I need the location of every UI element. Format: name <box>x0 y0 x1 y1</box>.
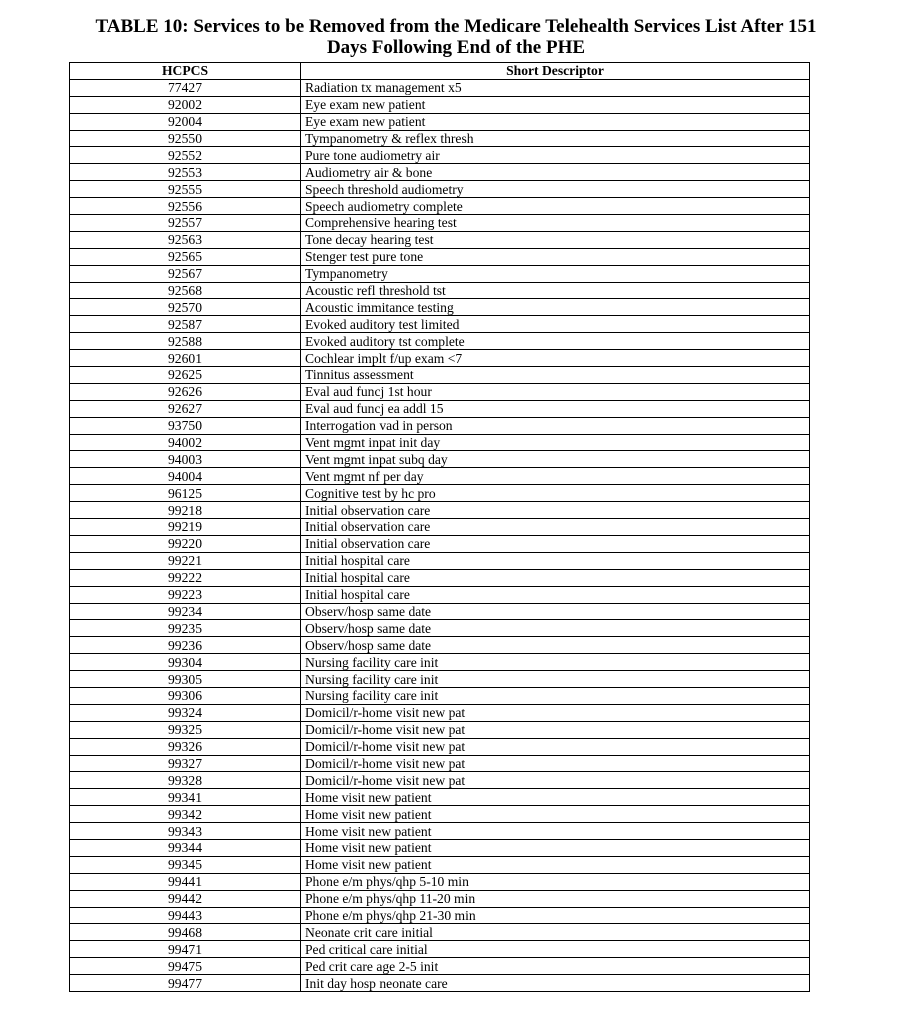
hcpcs-code-cell: 92601 <box>70 350 301 367</box>
table-row <box>70 755 810 772</box>
table-row <box>70 704 810 721</box>
table-row <box>70 282 810 299</box>
short-descriptor-cell: Eval aud funcj ea addl 15 <box>301 400 810 417</box>
short-descriptor-cell: Eye exam new patient <box>301 96 810 113</box>
short-descriptor-cell: Domicil/r-home visit new pat <box>301 738 810 755</box>
short-descriptor-cell: Vent mgmt inpat subq day <box>301 451 810 468</box>
short-descriptor-cell: Neonate crit care initial <box>301 924 810 941</box>
short-descriptor-cell: Eval aud funcj 1st hour <box>301 383 810 400</box>
short-descriptor-cell: Vent mgmt inpat init day <box>301 434 810 451</box>
hcpcs-code-cell: 99328 <box>70 772 301 789</box>
short-descriptor-cell: Initial hospital care <box>301 586 810 603</box>
short-descriptor-cell: Initial hospital care <box>301 569 810 586</box>
table-row <box>70 198 810 215</box>
column-header-hcpcs: HCPCS <box>70 63 301 80</box>
hcpcs-code-cell: 99443 <box>70 907 301 924</box>
hcpcs-code-cell: 96125 <box>70 485 301 502</box>
hcpcs-code-cell: 99223 <box>70 586 301 603</box>
short-descriptor-cell: Comprehensive hearing test <box>301 215 810 232</box>
table-row <box>70 451 810 468</box>
table-row <box>70 164 810 181</box>
table-row <box>70 434 810 451</box>
hcpcs-code-cell: 92567 <box>70 265 301 282</box>
hcpcs-code-cell: 99305 <box>70 671 301 688</box>
short-descriptor-cell: Tympanometry & reflex thresh <box>301 130 810 147</box>
hcpcs-code-cell: 77427 <box>70 79 301 96</box>
hcpcs-code-cell: 99304 <box>70 654 301 671</box>
short-descriptor-cell: Stenger test pure tone <box>301 248 810 265</box>
short-descriptor-cell: Home visit new patient <box>301 823 810 840</box>
hcpcs-code-cell: 92002 <box>70 96 301 113</box>
table-row <box>70 113 810 130</box>
hcpcs-code-cell: 99345 <box>70 856 301 873</box>
table-row <box>70 738 810 755</box>
table-row <box>70 96 810 113</box>
header-row <box>70 63 810 80</box>
table-row <box>70 586 810 603</box>
table-row <box>70 417 810 434</box>
hcpcs-code-cell: 99324 <box>70 704 301 721</box>
table-row <box>70 958 810 975</box>
table-row <box>70 856 810 873</box>
short-descriptor-cell: Cognitive test by hc pro <box>301 485 810 502</box>
table-row <box>70 231 810 248</box>
short-descriptor-cell: Phone e/m phys/qhp 11-20 min <box>301 890 810 907</box>
short-descriptor-cell: Speech audiometry complete <box>301 198 810 215</box>
short-descriptor-cell: Radiation tx management x5 <box>301 79 810 96</box>
table-row <box>70 873 810 890</box>
table-row <box>70 400 810 417</box>
hcpcs-code-cell: 92556 <box>70 198 301 215</box>
short-descriptor-cell: Observ/hosp same date <box>301 637 810 654</box>
hcpcs-code-cell: 94002 <box>70 434 301 451</box>
services-table <box>69 62 810 992</box>
hcpcs-code-cell: 99325 <box>70 721 301 738</box>
short-descriptor-cell: Home visit new patient <box>301 839 810 856</box>
short-descriptor-cell: Acoustic immitance testing <box>301 299 810 316</box>
table-row <box>70 603 810 620</box>
short-descriptor-cell: Acoustic refl threshold tst <box>301 282 810 299</box>
table-row <box>70 248 810 265</box>
table-row <box>70 671 810 688</box>
table-row <box>70 502 810 519</box>
table-row <box>70 383 810 400</box>
short-descriptor-cell: Cochlear implt f/up exam <7 <box>301 350 810 367</box>
hcpcs-code-cell: 99341 <box>70 789 301 806</box>
hcpcs-code-cell: 92563 <box>70 231 301 248</box>
table-title-line-2: Days Following End of the PHE <box>326 37 586 58</box>
hcpcs-code-cell: 99220 <box>70 535 301 552</box>
hcpcs-code-cell: 99306 <box>70 687 301 704</box>
table-title-line-1: TABLE 10: Services to be Removed from the Medicare Telehealth Services List After 151 <box>95 16 817 37</box>
table-row <box>70 839 810 856</box>
short-descriptor-cell: Home visit new patient <box>301 806 810 823</box>
hcpcs-code-cell: 99235 <box>70 620 301 637</box>
hcpcs-code-cell: 99221 <box>70 552 301 569</box>
table-row <box>70 721 810 738</box>
hcpcs-code-cell: 92625 <box>70 367 301 384</box>
short-descriptor-cell: Ped critical care initial <box>301 941 810 958</box>
table-row <box>70 823 810 840</box>
table-row <box>70 687 810 704</box>
short-descriptor-cell: Evoked auditory test limited <box>301 316 810 333</box>
table-title <box>0 16 912 58</box>
short-descriptor-cell: Domicil/r-home visit new pat <box>301 755 810 772</box>
hcpcs-code-cell: 99218 <box>70 502 301 519</box>
short-descriptor-cell: Pure tone audiometry air <box>301 147 810 164</box>
hcpcs-code-cell: 93750 <box>70 417 301 434</box>
hcpcs-code-cell: 99234 <box>70 603 301 620</box>
short-descriptor-cell: Initial observation care <box>301 535 810 552</box>
hcpcs-code-cell: 92568 <box>70 282 301 299</box>
table-row <box>70 637 810 654</box>
short-descriptor-cell: Domicil/r-home visit new pat <box>301 772 810 789</box>
short-descriptor-cell: Domicil/r-home visit new pat <box>301 704 810 721</box>
table-row <box>70 772 810 789</box>
table-row <box>70 316 810 333</box>
short-descriptor-cell: Observ/hosp same date <box>301 603 810 620</box>
hcpcs-code-cell: 92588 <box>70 333 301 350</box>
short-descriptor-cell: Init day hosp neonate care <box>301 975 810 992</box>
hcpcs-code-cell: 99342 <box>70 806 301 823</box>
hcpcs-code-cell: 92004 <box>70 113 301 130</box>
hcpcs-code-cell: 94003 <box>70 451 301 468</box>
table-row <box>70 569 810 586</box>
short-descriptor-cell: Tone decay hearing test <box>301 231 810 248</box>
hcpcs-code-cell: 99477 <box>70 975 301 992</box>
hcpcs-code-cell: 92550 <box>70 130 301 147</box>
table-row <box>70 789 810 806</box>
hcpcs-code-cell: 94004 <box>70 468 301 485</box>
hcpcs-code-cell: 99222 <box>70 569 301 586</box>
hcpcs-code-cell: 99344 <box>70 839 301 856</box>
table-row <box>70 890 810 907</box>
table-row <box>70 130 810 147</box>
hcpcs-code-cell: 99441 <box>70 873 301 890</box>
table-row <box>70 367 810 384</box>
short-descriptor-cell: Initial observation care <box>301 502 810 519</box>
table-row <box>70 181 810 198</box>
short-descriptor-cell: Nursing facility care init <box>301 654 810 671</box>
short-descriptor-cell: Phone e/m phys/qhp 5-10 min <box>301 873 810 890</box>
short-descriptor-cell: Observ/hosp same date <box>301 620 810 637</box>
short-descriptor-cell: Vent mgmt nf per day <box>301 468 810 485</box>
short-descriptor-cell: Eye exam new patient <box>301 113 810 130</box>
short-descriptor-cell: Audiometry air & bone <box>301 164 810 181</box>
hcpcs-code-cell: 99343 <box>70 823 301 840</box>
hcpcs-code-cell: 92627 <box>70 400 301 417</box>
table-row <box>70 806 810 823</box>
table-row <box>70 265 810 282</box>
table-row <box>70 552 810 569</box>
short-descriptor-cell: Initial observation care <box>301 519 810 536</box>
table-row <box>70 924 810 941</box>
table-row <box>70 907 810 924</box>
short-descriptor-cell: Nursing facility care init <box>301 671 810 688</box>
table-row <box>70 215 810 232</box>
short-descriptor-cell: Home visit new patient <box>301 856 810 873</box>
column-header-short-descriptor: Short Descriptor <box>301 63 810 80</box>
hcpcs-code-cell: 92587 <box>70 316 301 333</box>
short-descriptor-cell: Initial hospital care <box>301 552 810 569</box>
hcpcs-code-cell: 92553 <box>70 164 301 181</box>
table-row <box>70 299 810 316</box>
hcpcs-code-cell: 92570 <box>70 299 301 316</box>
hcpcs-code-cell: 92557 <box>70 215 301 232</box>
hcpcs-code-cell: 92565 <box>70 248 301 265</box>
table-body <box>70 79 810 991</box>
short-descriptor-cell: Domicil/r-home visit new pat <box>301 721 810 738</box>
short-descriptor-cell: Evoked auditory tst complete <box>301 333 810 350</box>
table-row <box>70 468 810 485</box>
short-descriptor-cell: Nursing facility care init <box>301 687 810 704</box>
table-row <box>70 485 810 502</box>
hcpcs-code-cell: 92626 <box>70 383 301 400</box>
short-descriptor-cell: Ped crit care age 2-5 init <box>301 958 810 975</box>
hcpcs-code-cell: 92552 <box>70 147 301 164</box>
hcpcs-code-cell: 99471 <box>70 941 301 958</box>
short-descriptor-cell: Tinnitus assessment <box>301 367 810 384</box>
table-row <box>70 535 810 552</box>
hcpcs-code-cell: 99442 <box>70 890 301 907</box>
table-row <box>70 519 810 536</box>
table-row <box>70 147 810 164</box>
table-row <box>70 941 810 958</box>
hcpcs-code-cell: 92555 <box>70 181 301 198</box>
table-row <box>70 620 810 637</box>
short-descriptor-cell: Home visit new patient <box>301 789 810 806</box>
hcpcs-code-cell: 99236 <box>70 637 301 654</box>
short-descriptor-cell: Speech threshold audiometry <box>301 181 810 198</box>
short-descriptor-cell: Phone e/m phys/qhp 21-30 min <box>301 907 810 924</box>
table-row <box>70 975 810 992</box>
hcpcs-code-cell: 99327 <box>70 755 301 772</box>
hcpcs-code-cell: 99468 <box>70 924 301 941</box>
short-descriptor-cell: Interrogation vad in person <box>301 417 810 434</box>
hcpcs-code-cell: 99326 <box>70 738 301 755</box>
table-row <box>70 79 810 96</box>
table-row <box>70 654 810 671</box>
hcpcs-code-cell: 99219 <box>70 519 301 536</box>
table-row <box>70 333 810 350</box>
short-descriptor-cell: Tympanometry <box>301 265 810 282</box>
hcpcs-code-cell: 99475 <box>70 958 301 975</box>
table-row <box>70 350 810 367</box>
